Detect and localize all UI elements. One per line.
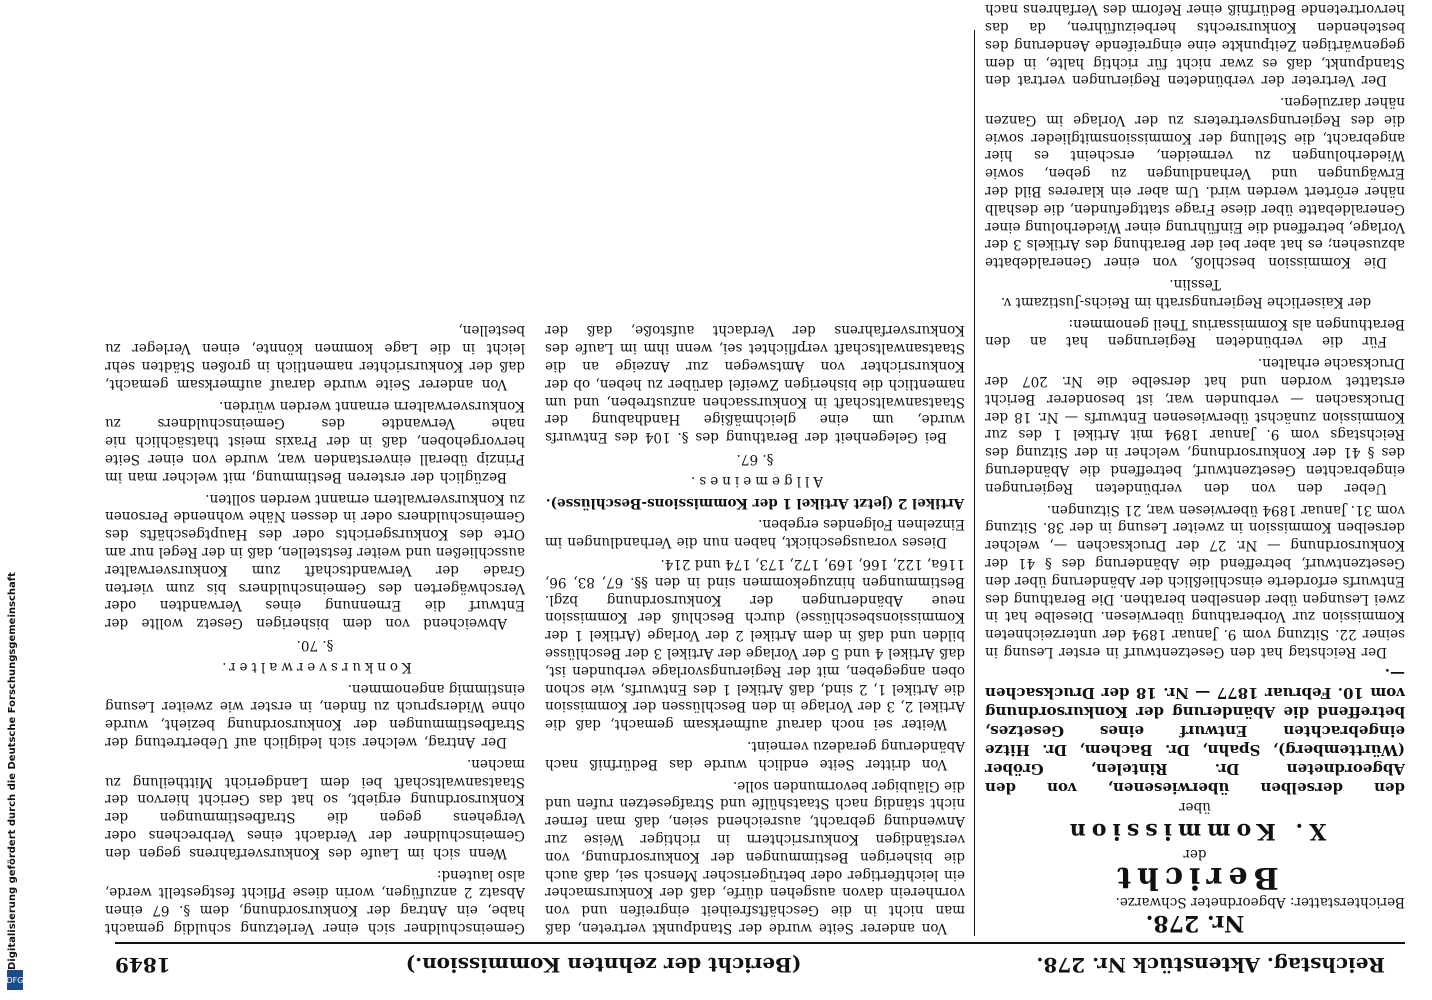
document-sheet	[95, 0, 1425, 1000]
paragraph-sign: §. 67.	[736, 451, 774, 468]
dfg-logo: DFG	[7, 970, 23, 990]
paragraph-sign: §. 70.	[296, 637, 334, 654]
paragraph: Von dritter Seite endlich wurde das Bedürfniß nach Abänderung geradezu verneint.	[545, 738, 965, 772]
subject: den derselben überwiesenen, von den Abgeordneten Dr. Rintelen, Gröber (Württemberg), Spahn, Dr. Bachem, Dr. Hitze eingebrachten Entwurf eines Gesetzes, betreffend die Abänderung der Konkursordnung vom 10. Februar 1877 — Nr. 18 der Drucksachen —.	[985, 665, 1405, 798]
paragraph: Von anderer Seite wurde der Standpunkt vertreten, daß man nicht in die Geschäftsfreiheit eingreifen und von vornherein davon ausgehen dürfe, daß der Konkursmacher ein leichtfertiger oder betrügerischer Mensch sei, daß auch die bisherigen Bestimmungen der Konkursordnung, von verständigen Konkursrichtern in richtiger Weise zur Anwendung gebracht, ausreichend seien, daß man ferner nicht ständig nach Staatshülfe und Strafgesetzen rufen und die Gläubiger bevormunden solle.	[545, 777, 965, 936]
paragraph: Für die verbündeten Regierungen hat an den Berathungen als Kommissarius Theil genommen:	[985, 315, 1405, 350]
page-number: 1849	[115, 953, 171, 977]
article-heading: Artikel 2 (jetzt Artikel 1 der Kommissions-Beschlüsse).	[545, 494, 965, 511]
header-left: Reichstag. Aktenstück Nr. 278.	[1036, 953, 1385, 977]
header-right-title: (Bericht der zehnten Kommission.)	[405, 953, 802, 977]
right-column	[105, 36, 965, 936]
section-heading: Konkursverwalter.	[218, 658, 412, 675]
digitization-credit	[4, 0, 24, 1000]
paragraph: Die Kommission beschloß, von einer Generaldebatte abzusehen; es hat aber bei der Berathung des Artikels 3 der Vorlage, betreffend die Einführung einer Wiederholung einer Generaldebatte über diese Frage stattgefunden, die deshalb näher erörtert werden wird. Um aber ein klareres Bild der Erwägungen und Verhandlungen zu geben, sowie Wiederholungen zu vermeiden, erscheint es hier angebracht, die Stellung der Kommissionsmitglieder sowie die des Regierungsvertreters zu der Vorlage im Ganzen näher darzulegen.	[985, 94, 1405, 271]
credit-text: Digitalisierung gefördert durch die Deutsche Forschungsgemeinschaft	[7, 572, 18, 970]
header-rule	[115, 942, 1405, 944]
paragraph: Dieses vorausgeschickt, haben nun die Verhandlungen im Einzelnen Folgendes ergeben.	[545, 516, 965, 551]
commission-heading: X. Kommission	[1063, 817, 1327, 844]
paragraph: Der Antrag, welcher sich lediglich auf Uebertretung der Strafbestimmungen der Konkursordnung bezieht, wurde ohne Widerspruch zu finden, in erster wie zweiter Lesung einstimmig angenommen.	[105, 680, 525, 751]
paragraph: Bezüglich der ersteren Bestimmung, mit welcher man im Prinzip überall einverstanden war, wurde von einer Seite hervorgehoben, daß in der Praxis meist thatsächlich nie nahe Verwandte des Gemeinschuldners zu Konkursverwaltern ernannt werden würden.	[105, 397, 525, 485]
ueber-word: über	[1179, 798, 1211, 815]
reporter: Berichterstatter: Abgeordneter Schwarze.	[1115, 894, 1405, 910]
paragraph: Der Reichstag hat den Gesetzentwurf in erster Lesung in seiner 22. Sitzung vom 9. Januar 1894 der unterzeichneten Kommission zur Vorberathung überwiesen. Dieselbe hat in zwei Lesungen über denselben berathen. Die Berathung des Entwurfs erforderte einschließlich der Abänderung über den Gesetzentwurf, betreffend die Abänderung des § 41 der Konkursordnung — Nr. 27 der Drucksachen —, welcher derselben Kommission in zweiter Lesung in der 38. Sitzung vom 31. Januar 1894 überwiesen war, 21 Sitzungen.	[985, 501, 1405, 661]
paragraph: Ueber den von den verbündeten Regierungen eingebrachten Gesetzentwurf, betreffend die Abänderung des § 41 der Konkursordnung, welcher in der Sitzung des Reichstags vom 9. Januar 1894 mit Artikel 1 des zur Kommission zunächst überwiesenen Entwurfs — Nr. 18 der Drucksachen — verbunden war, ist besonderer Bericht erstattet worden und hat derselbe die Nr. 207 der Drucksache erhalten.	[985, 355, 1405, 496]
paragraph: Weiter sei noch darauf aufmerksam gemacht, daß die Artikel 2, 3 der Vorlage in den Beschlüssen der Kommission die Artikel 1, 2 sind, daß Artikel 1 des Entwurfs, wie schon oben angegeben, mit der Regierungsvorlage verbunden ist, daß Artikel 4 und 5 der Vorlage der Artikel 3 der Beschlüsse bilden und daß in dem Artikel 2 der Vorlage (Artikel 1 der Kommissionsbeschlüsse) durch Beschluß der Kommission neue Abänderungen der Konkursordnung bzgl. Bestimmungen hinzugekommen sind in den §§. 67, 83, 96, 116a, 122, 166, 169, 172, 173, 174 und 214.	[545, 556, 965, 733]
der-word: der	[1183, 846, 1207, 863]
paragraph: Der Vertreter der verbündeten Regierungen vertrat den Standpunkt, daß es zwar nicht für richtig halte, in dem gegenwärtigen Zeitpunkte eine eingreifende Aenderung des bestehenden Konkursrechts herbeizuführen, da das hervortretende Bedürfniß einer Reform des Verfahrens nach	[985, 1, 1405, 89]
paragraph: Abweichend von dem bisherigen Gesetz wollte der Entwurf die Ernennung eines Verwandten oder Verschwägerten des Gemeinschuldners bis zum vierten Grade der Verwandtschaft zum Konkursverwalter ausschließen und weiter feststellen, daß in der Regel nur am Orte des Konkursgerichts oder des Hauptgeschäfts des Gemeinschuldners oder in dessen Nähe wohnende Personen zu Konkursverwaltern ernannt werden sollten.	[105, 490, 525, 632]
paragraph: Bei Gelegenheit der Berathung des §. 104 des Entwurfs wurde, um eine gleichmäßige Handhabung der Staatsanwaltschaft in Konkurssachen anzustreben, und um namentlich die bisherigen Zweifel darüber zu heben, ob der Konkursrichter von Amtswegen zur Anzeige an die Staatsanwaltschaft verpflichtet sei, wenn ihm im Laufe des Konkursverfahrens der Verdacht aufstoße, daß der Gemeinschuldner sich einer Verletzung schuldig gemacht habe, ein Antrag der Konkursordnung, dem §. 67 einen Absatz 2 anzufügen, worin diese Pflicht festgestellt werde, also lautend:	[105, 322, 965, 936]
document-number: Nr. 278.	[1145, 910, 1245, 936]
page-header	[115, 948, 1385, 982]
paragraph: Von anderer Seite wurde darauf aufmerksam gemacht, daß der Konkursrichter namentlich in großen Städten sehr leicht in die Lage kommen könnte, einen Verleger zu bestellen,	[105, 322, 525, 392]
left-column	[985, 0, 1405, 936]
paragraph: der Kaiserliche Regierungsrath im Reichs-Justizamt v. Tesslin.	[1000, 276, 1372, 310]
document-title: Bericht	[1111, 860, 1279, 896]
section-heading: Allgemeines.	[686, 472, 824, 489]
column-divider	[974, 30, 975, 936]
paragraph: Wenn sich im Laufe des Konkursverfahrens gegen den Gemeinschuldner der Verdacht eines Verbrechens oder Vergehens gegen die Strafbestimmungen der Konkursordnung ergiebt, so hat das Gericht hiervon der Staatsanwaltschaft bei dem Landgericht Mittheilung zu machen.	[105, 755, 525, 861]
